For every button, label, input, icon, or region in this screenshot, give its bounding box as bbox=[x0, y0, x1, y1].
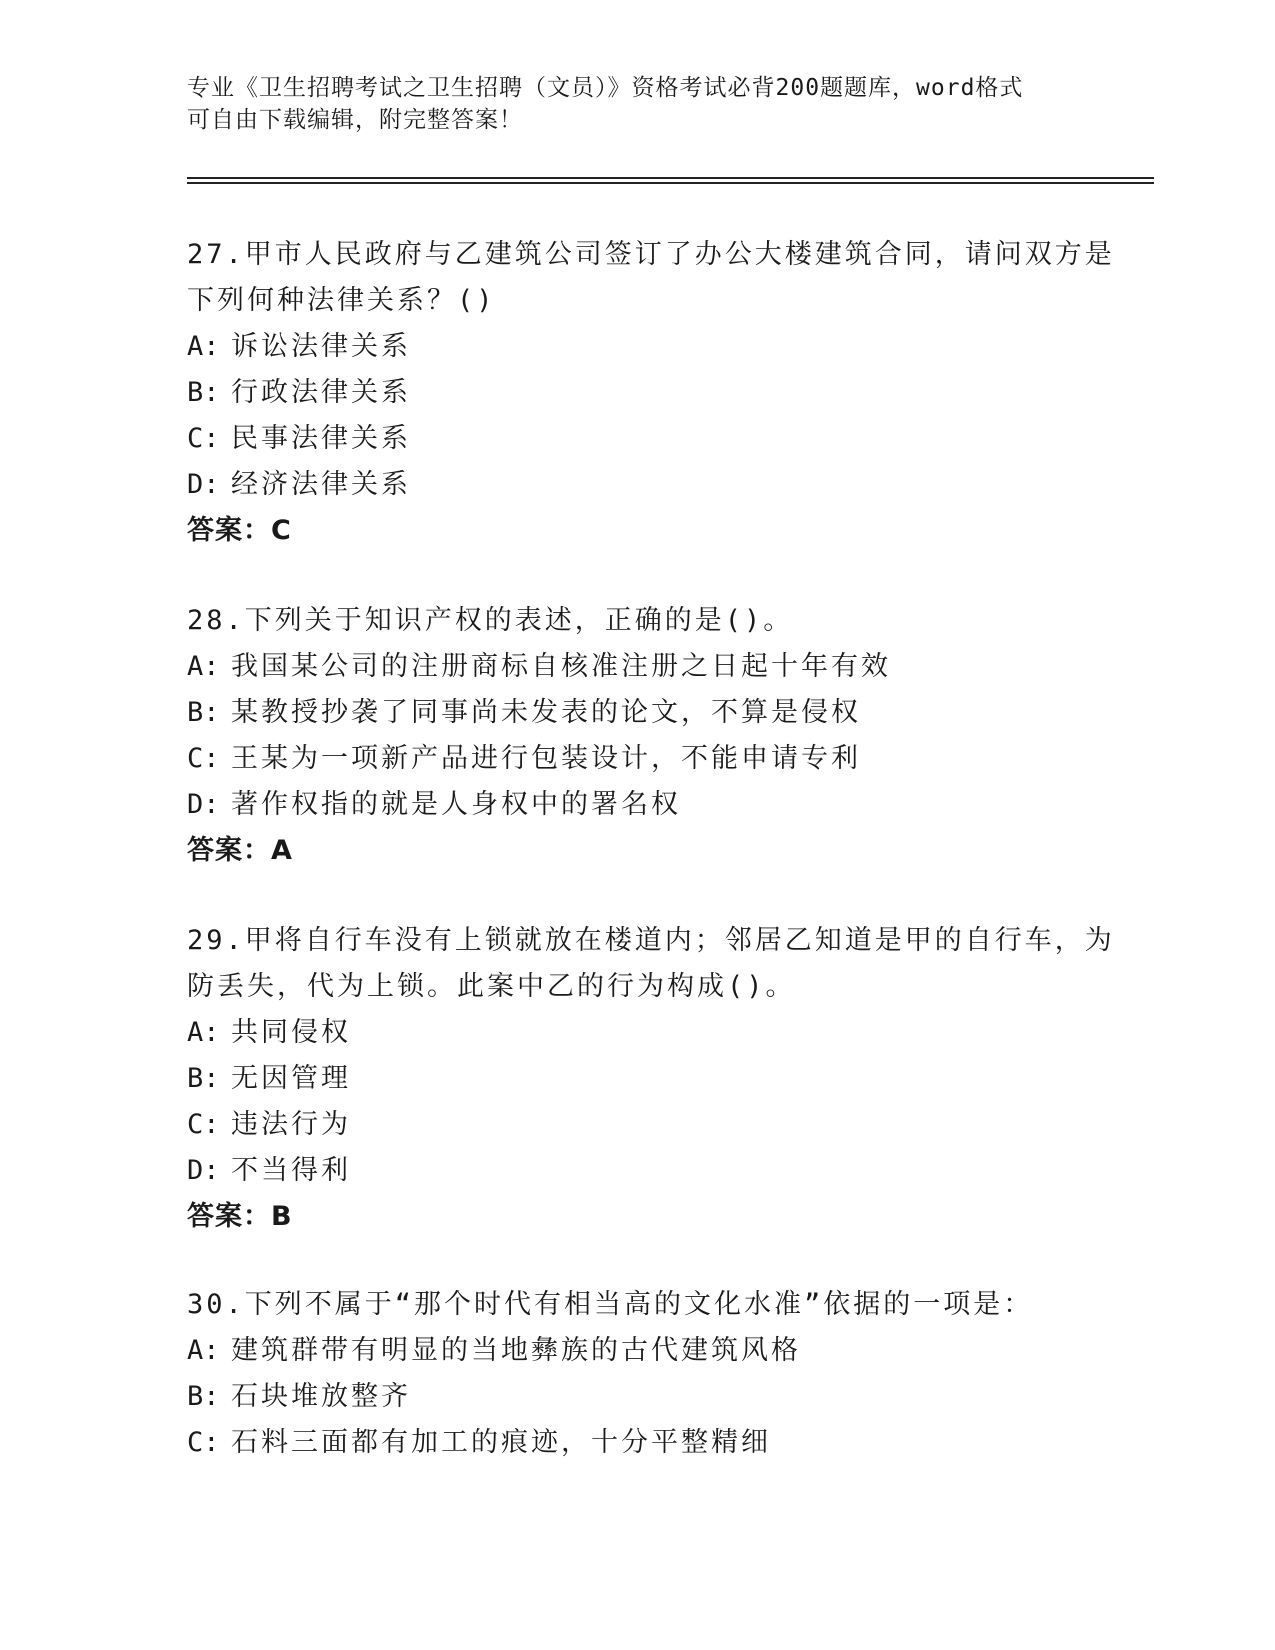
option-text: 民事法律关系 bbox=[231, 423, 411, 454]
question-stem-line: 29.甲将自行车没有上锁就放在楼道内；邻居乙知道是甲的自行车，为 bbox=[187, 925, 1115, 956]
option-d bbox=[187, 782, 1087, 828]
option-text: 不当得利 bbox=[231, 1155, 351, 1186]
option-b bbox=[187, 370, 1087, 416]
option-letter: A: bbox=[187, 331, 220, 362]
question-stem-line: 27.甲市人民政府与乙建筑公司签订了办公大楼建筑合同，请问双方是 bbox=[187, 239, 1115, 270]
option-c bbox=[187, 1102, 1087, 1148]
option-letter: B: bbox=[187, 697, 220, 728]
option-b bbox=[187, 1056, 1087, 1102]
option-text: 违法行为 bbox=[231, 1109, 351, 1140]
option-text: 共同侵权 bbox=[231, 1017, 351, 1048]
option-text: 石料三面都有加工的痕迹，十分平整精细 bbox=[231, 1427, 771, 1458]
option-text: 石块堆放整齐 bbox=[231, 1381, 411, 1412]
header-divider-bottom bbox=[187, 182, 1154, 184]
option-text: 建筑群带有明显的当地彝族的古代建筑风格 bbox=[231, 1335, 801, 1366]
header-divider-top bbox=[187, 177, 1154, 179]
option-letter: D: bbox=[187, 469, 220, 500]
question-27 bbox=[187, 232, 1115, 554]
option-d bbox=[187, 1148, 1087, 1194]
option-text: 行政法律关系 bbox=[231, 377, 411, 408]
option-c bbox=[187, 416, 1087, 462]
option-letter: B: bbox=[187, 1381, 220, 1412]
option-text: 王某为一项新产品进行包装设计，不能申请专利 bbox=[231, 743, 861, 774]
question-stem-line: 防丢失，代为上锁。此案中乙的行为构成()。 bbox=[187, 971, 796, 1002]
header-line-1: 专业《卫生招聘考试之卫生招聘（文员）》资格考试必背200题题库，word格式 bbox=[187, 75, 1024, 101]
answer-line: 答案：B bbox=[187, 1201, 293, 1232]
option-b bbox=[187, 690, 1087, 736]
question-stem-line: 28.下列关于知识产权的表述，正确的是()。 bbox=[187, 605, 794, 636]
answer-line: 答案：C bbox=[187, 515, 292, 546]
option-a bbox=[187, 1328, 1087, 1374]
option-letter: D: bbox=[187, 1155, 220, 1186]
question-stem bbox=[187, 1282, 1087, 1328]
header-line-2: 可自由下载编辑，附完整答案！ bbox=[187, 107, 523, 133]
option-text: 经济法律关系 bbox=[231, 469, 411, 500]
question-stem bbox=[187, 918, 1115, 1010]
option-b bbox=[187, 1374, 1087, 1420]
option-a bbox=[187, 324, 1087, 370]
question-30 bbox=[187, 1282, 1087, 1466]
option-letter: B: bbox=[187, 1063, 220, 1094]
option-c bbox=[187, 736, 1087, 782]
question-stem bbox=[187, 232, 1115, 324]
option-letter: C: bbox=[187, 1109, 220, 1140]
option-d bbox=[187, 462, 1087, 508]
option-text: 著作权指的就是人身权中的署名权 bbox=[231, 789, 681, 820]
option-letter: C: bbox=[187, 743, 220, 774]
option-letter: A: bbox=[187, 1017, 220, 1048]
option-text: 我国某公司的注册商标自核准注册之日起十年有效 bbox=[231, 651, 891, 682]
option-c bbox=[187, 1420, 1087, 1466]
option-letter: C: bbox=[187, 1427, 220, 1458]
question-stem bbox=[187, 598, 1087, 644]
question-stem-line: 下列何种法律关系？() bbox=[187, 285, 496, 316]
option-text: 某教授抄袭了同事尚未发表的论文，不算是侵权 bbox=[231, 697, 861, 728]
option-letter: A: bbox=[187, 1335, 220, 1366]
option-a bbox=[187, 644, 1087, 690]
option-text: 无因管理 bbox=[231, 1063, 351, 1094]
question-stem-line: 30.下列不属于“那个时代有相当高的文化水准”依据的一项是： bbox=[187, 1289, 1034, 1320]
option-letter: A: bbox=[187, 651, 220, 682]
option-letter: D: bbox=[187, 789, 220, 820]
answer-line: 答案：A bbox=[187, 835, 293, 866]
option-letter: B: bbox=[187, 377, 220, 408]
option-text: 诉讼法律关系 bbox=[231, 331, 411, 362]
document-header bbox=[187, 72, 1077, 136]
option-letter: C: bbox=[187, 423, 220, 454]
question-28 bbox=[187, 598, 1087, 874]
option-a bbox=[187, 1010, 1087, 1056]
question-29 bbox=[187, 918, 1115, 1240]
